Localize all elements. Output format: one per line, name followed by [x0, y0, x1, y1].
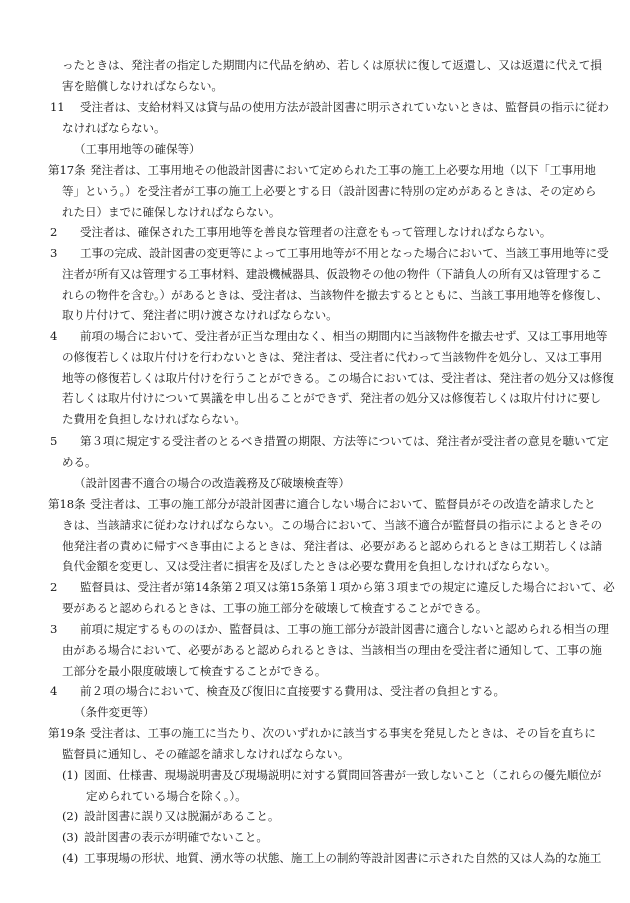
paragraph-10-continuation [62, 55, 602, 97]
text-line: ったときは、発注者の指定した期間内に代品を納め、若しくは原状に復して返還し、又は返還に代えて損 [62, 58, 602, 72]
text-line: 由がある場合において、必要があると認められるときは、当該相当の理由を受注者に通知して、工事の施 [62, 642, 602, 657]
text-line: める。 [62, 454, 97, 469]
text-line: 受注者は、工事の施工に当たり、次のいずれかに該当する事実を発見したときは、その旨を直ちに [90, 726, 596, 740]
text-line: 等」という。）を受注者が工事の施工上必要とする日（設計図書に特別の定めがあるときは、その定めら [62, 183, 597, 198]
text-line: 前２項の場合において、検査及び復旧に直接要する費用は、受注者の負担とする。 [80, 684, 506, 698]
text-line: の修復若しくは取片付けを行わないときは、発注者は、受注者に代わって当該物件を処分し、又は工事用 [62, 349, 603, 364]
text-line: 地等の修復若しくは取片付けを行うことができる。この場合においては、受注者は、発注者の処分又は修復 [62, 370, 614, 385]
article-18-paragraph-4 [62, 681, 584, 702]
text-line: 監督員に通知し、その確認を請求しなければならない。 [62, 746, 350, 761]
text-line: れらの物件を含む。）があるときは、受注者は、当該物件を撤去するとともに、当該工事用地等を修復し、 [62, 287, 608, 302]
text-line: 工部分を最小限度破壊して検査することができる。 [62, 663, 327, 678]
text-line: なければならない。 [62, 120, 166, 135]
article-18-heading: （設計図書不適合の場合の改造義務及び破壊検査等） [74, 476, 350, 490]
article-18-paragraph-2 [62, 577, 615, 619]
paragraph-number: 5 [50, 434, 58, 448]
text-line: 前項に規定するもののほか、監督員は、工事の施工部分が設計図書に適合しないと認められる相当の理 [80, 622, 609, 636]
text-line: れた日）までに確保しなければならない。 [62, 204, 281, 219]
item-number: (2) [62, 809, 79, 823]
text-line: 受注者は、確保された工事用地等を善良な管理者の注意をもって管理しなければならない。 [80, 225, 552, 239]
text-line: 注者が所有又は管理する工事材料、建設機械器具、仮設物その他の物件（下請負人の所有又は管理するこ [62, 266, 603, 281]
text-line: 設計図書に誤り又は脱漏があること。 [84, 809, 280, 823]
text-line: 図面、仕様書、現場説明書及び現場説明に対する質問回答書が一致しないこと（これらの優先順位が [84, 768, 602, 782]
text-line: 第３項に規定する受注者のとるべき措置の期限、方法等については、発注者が受注者の意見を聴いて定 [80, 434, 609, 448]
article-17-paragraph-4 [62, 326, 614, 430]
text-line: 他発注者の責めに帰すべき事由によるときは、発注者は、必要があると認められるときは工期若しくは請 [62, 538, 602, 553]
paragraph-number: 2 [50, 580, 58, 594]
paragraph-number: 3 [50, 622, 58, 636]
article-19-heading: （条件変更等） [74, 705, 155, 719]
paragraph-11 [62, 97, 609, 139]
article-19-paragraph-1 [62, 723, 596, 765]
text-line: 工事の完成、設計図書の変更等によって工事用地等が不用となった場合において、当該工事用地等に受 [80, 246, 609, 260]
item-number: (1) [62, 768, 79, 782]
article-19-item-3 [84, 827, 584, 848]
article-17-paragraph-2 [62, 222, 584, 243]
paragraph-number: 4 [50, 684, 58, 698]
article-18-number: 第18条 [48, 497, 86, 511]
text-line: 受注者は、支給材料又は貸与品の使用方法が設計図書に明示されていないときは、監督員の指示に従わ [80, 100, 609, 114]
text-line: 受注者は、工事の施工部分が設計図書に適合しない場合において、監督員がその改造を請求したと [90, 497, 596, 511]
text-line: 監督員は、受注者が第14条第２項又は第15条第１項から第３項までの規定に違反した場合において、必 [80, 580, 615, 594]
paragraph-number: 4 [50, 329, 58, 343]
paragraph-number: 11 [50, 100, 65, 114]
article-17-heading: （工事用地等の確保等） [74, 142, 201, 156]
text-line: きは、当該請求に従わなければならない。この場合において、当該不適合が監督員の指示によるときその [62, 517, 602, 532]
article-19-item-2 [84, 806, 584, 827]
article-19-number: 第19条 [48, 726, 86, 740]
text-line: 前項の場合において、受注者が正当な理由なく、相当の期間内に当該物件を撤去せず、又は工事用地等 [80, 329, 608, 343]
text-line: 工事現場の形状、地質、湧水等の状態、施工上の制約等設計図書に示された自然的又は人為的な施工 [84, 851, 602, 865]
article-17-paragraph-3 [62, 243, 609, 326]
text-line: 設計図書の表示が明確でないこと。 [84, 830, 268, 844]
paragraph-number: 3 [50, 246, 58, 260]
text-line: 取り片付けて、発注者に明け渡さなければならない。 [62, 308, 338, 323]
article-18-paragraph-1 [62, 494, 602, 577]
paragraph-number: 2 [50, 225, 58, 239]
text-line: 要があると認められるときは、工事の施工部分を破壊して検査することができる。 [62, 600, 488, 615]
text-line: 害を賠償しなければならない。 [62, 78, 223, 93]
text-line: た費用を負担しなければならない。 [62, 412, 246, 427]
article-19-item-4 [84, 848, 602, 869]
text-line: 定められている場合を除く。）。 [86, 788, 247, 803]
text-line: 若しくは取片付けについて異議を申し出ることができず、発注者の処分又は修復若しくは取片付けに要し [62, 391, 602, 406]
article-17-number: 第17条 [48, 163, 86, 177]
text-line: 発注者は、工事用地その他設計図書において定められた工事の施工上必要な用地（以下「工事用地 [90, 163, 596, 177]
article-19-item-1 [84, 765, 602, 807]
text-line: 負代金額を変更し、又は受注者に損害を及ぼしたときは必要な費用を負担しなければならない。 [62, 559, 557, 574]
article-18-paragraph-3 [62, 619, 609, 681]
article-17-paragraph-5 [62, 431, 609, 473]
item-number: (3) [62, 830, 79, 844]
article-17-paragraph-1 [62, 160, 597, 222]
item-number: (4) [62, 851, 79, 865]
